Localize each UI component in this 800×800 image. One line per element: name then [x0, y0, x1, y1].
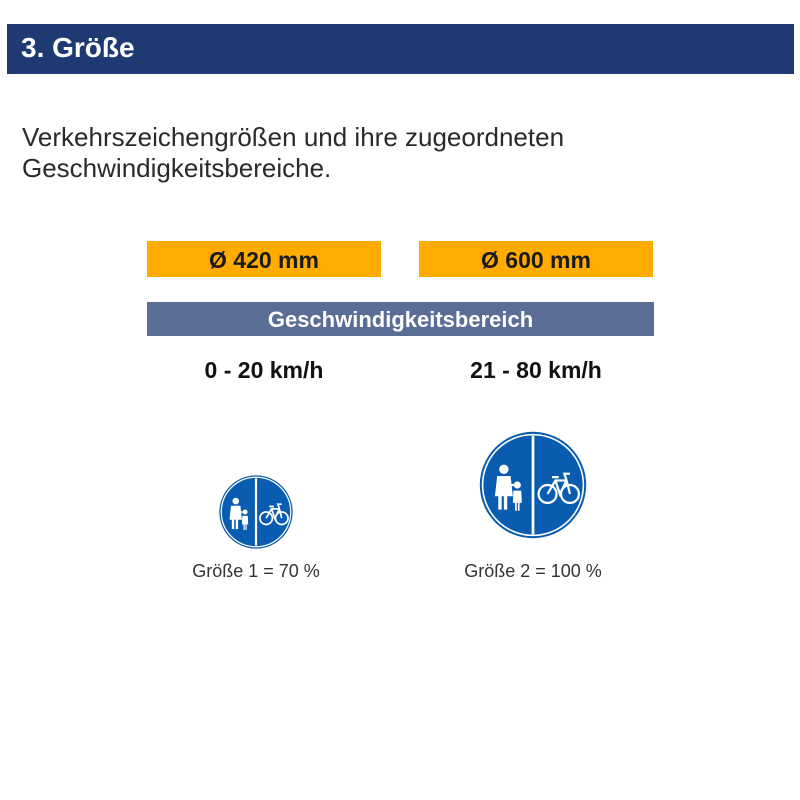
diameter-label-size-2: Ø 600 mm — [419, 241, 653, 277]
speed-range-size-1: 0 - 20 km/h — [204, 357, 324, 383]
size-caption-2: Größe 2 = 100 % — [464, 561, 602, 581]
speed-range-header: Geschwindigkeitsbereich — [147, 302, 654, 336]
intro-text: Verkehrszeichengrößen und ihre zugeordneten Geschwindigkeitsbereiche. — [22, 122, 565, 183]
speed-range-size-2: 21 - 80 km/h — [470, 357, 602, 383]
section-title: 3. Größe — [21, 32, 135, 63]
sign-graphic — [478, 430, 589, 541]
size-caption-1: Größe 1 = 70 % — [192, 561, 320, 581]
section-header — [7, 24, 794, 74]
sign-graphic — [218, 474, 294, 550]
shared-path-sign-icon-small — [217, 473, 295, 551]
diameter-label-size-1: Ø 420 mm — [147, 241, 381, 277]
shared-path-sign-icon-large — [477, 429, 589, 541]
